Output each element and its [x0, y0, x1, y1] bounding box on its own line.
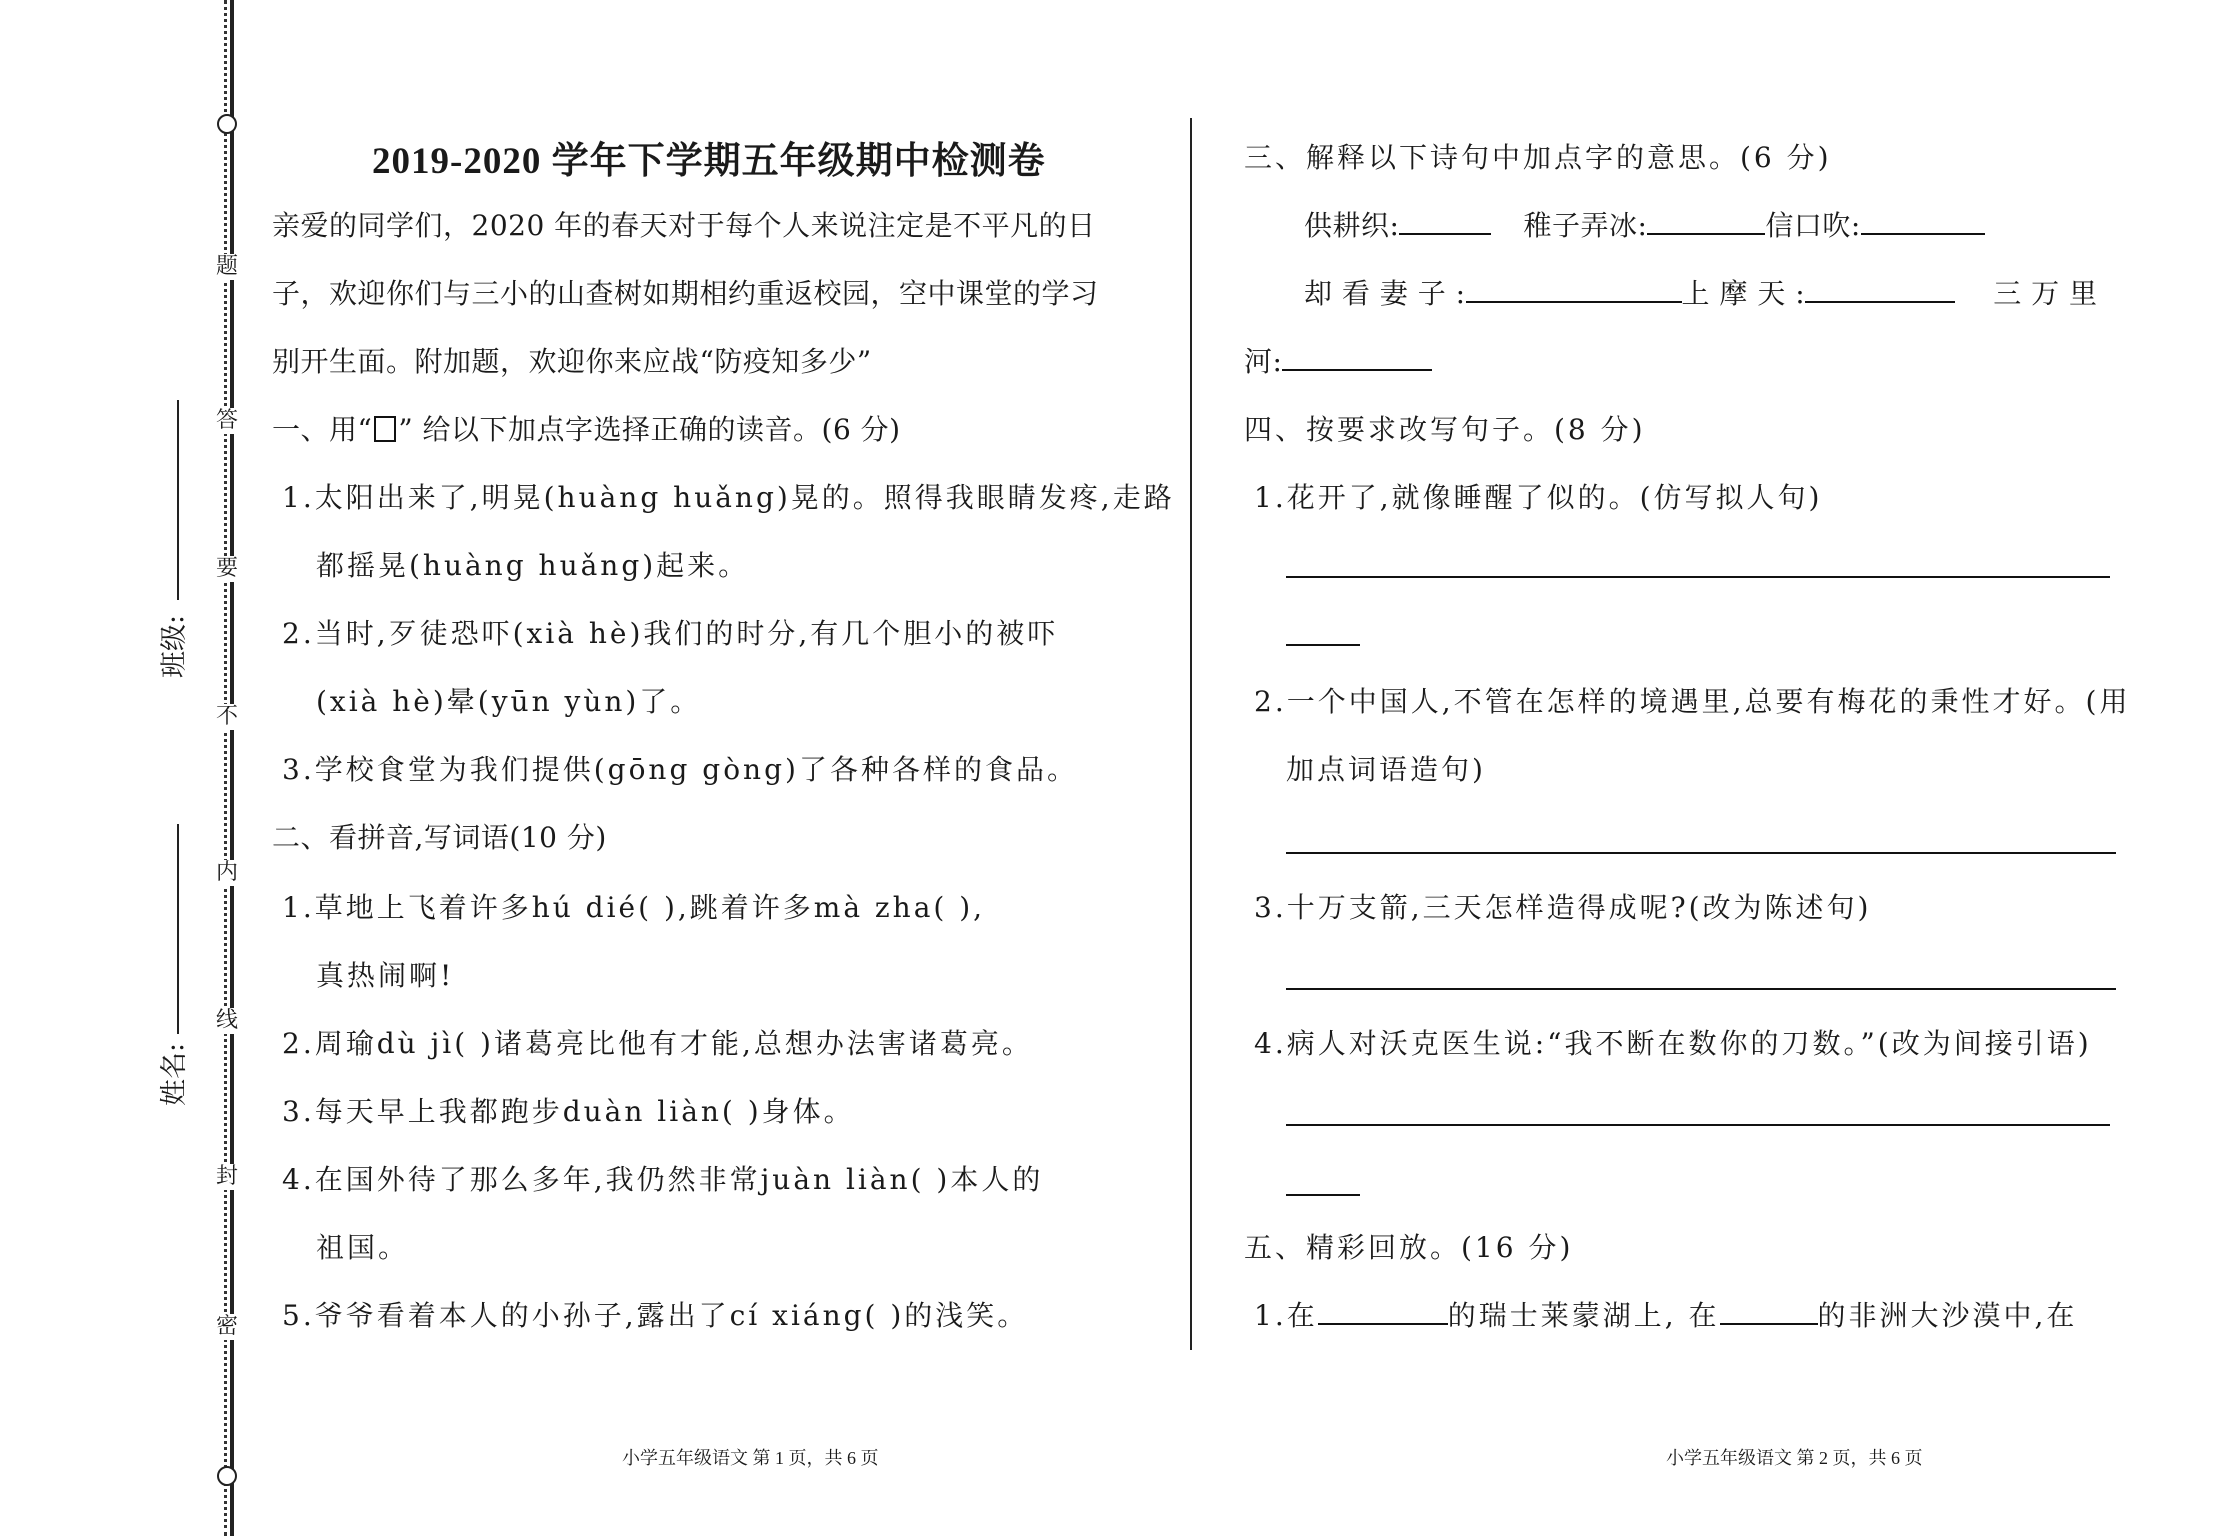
q2-1-line-a: 1.草地上飞着许多hú dié( ),跳着许多mà zha( ),	[282, 891, 986, 924]
term-que-kan-qi-zi: 却 看 妻 子 :	[1304, 277, 1466, 310]
seal-char-feng: 封	[215, 1164, 238, 1189]
blank-san-wan-li-he	[1282, 341, 1432, 371]
q4-1: 1.花开了,就像睡醒了似的。(仿写拟人句)	[1254, 481, 1823, 514]
blank-zhi-zi-nong-bing	[1647, 205, 1765, 235]
binding-ring-top	[217, 114, 237, 134]
answer-line-q4-1b	[1286, 644, 1360, 646]
q2-2: 2.周瑜dù jì( )诸葛亮比他有才能,总想办法害诸葛亮。	[282, 1027, 1033, 1060]
q5-1-part-b: 的瑞士莱蒙湖上, 在	[1447, 1299, 1720, 1332]
section-2-heading: 二、看拼音,写词语(10 分)	[272, 821, 607, 854]
q1-1-line-a: 1.太阳出来了,明晃(huàng huǎng)晃的。照得我眼睛发疼,走路	[282, 481, 1175, 514]
answer-box-symbol	[374, 416, 396, 442]
term-zhi-zi-nong-bing: 稚子弄冰:	[1523, 209, 1648, 242]
class-underline	[177, 400, 179, 600]
blank-shang-mo-tian	[1805, 273, 1955, 303]
answer-line-q4-2	[1286, 852, 2116, 854]
sec3-line-1	[1304, 204, 1985, 244]
class-label: 班级:	[159, 614, 190, 678]
intro-line-3: 别开生面。附加题，欢迎你来应战“防疫知多少”	[272, 345, 872, 378]
term-he: 河:	[1244, 345, 1283, 378]
blank-que-kan-qi-zi	[1466, 273, 1682, 303]
q1-3: 3.学校食堂为我们提供(gōng gòng)了各种各样的食品。	[282, 753, 1078, 786]
column-divider	[1190, 118, 1192, 1350]
exam-title: 2019-2020 学年下学期五年级期中检测卷	[372, 141, 1046, 182]
q5-1-part-a: 1.在	[1254, 1299, 1318, 1332]
blank-gong-geng-zhi	[1399, 205, 1491, 235]
blank-q5-1a	[1318, 1295, 1448, 1325]
name-label: 姓名:	[159, 1042, 190, 1106]
term-xin-kou-chui: 信口吹:	[1765, 209, 1861, 242]
q2-5: 5.爷爷看着本人的小孙子,露出了cí xiáng( )的浅笑。	[282, 1299, 1029, 1332]
sec3-line-2	[1304, 272, 2098, 312]
q5-1	[1254, 1294, 2077, 1334]
seal-char-nei: 内	[215, 860, 238, 885]
q2-4-line-b: 祖国。	[316, 1231, 410, 1264]
intro-line-2: 子，欢迎你们与三小的山查树如期相约重返校园，空中课堂的学习	[272, 277, 1099, 310]
seal-char-bu: 不	[215, 704, 238, 729]
answer-line-q4-1a	[1286, 576, 2110, 578]
blank-xin-kou-chui	[1861, 205, 1985, 235]
section-1-suffix: ” 给以下加点字选择正确的读音。(6 分)	[398, 413, 901, 446]
binding-ring-bottom	[217, 1466, 237, 1486]
binding-solid-line	[230, 0, 234, 1536]
section-5-heading: 五、精彩回放。(16 分)	[1244, 1231, 1574, 1264]
answer-line-q4-3	[1286, 988, 2116, 990]
seal-char-yao: 要	[215, 556, 238, 581]
binding-dotted-line	[224, 0, 227, 1536]
term-san-wan-li: 三 万 里	[1993, 277, 2098, 310]
q2-3: 3.每天早上我都跑步duàn liàn( )身体。	[282, 1095, 855, 1128]
q1-2-line-a: 2.当时,歹徒恐吓(xià hè)我们的时分,有几个胆小的被吓	[282, 617, 1059, 650]
footer-page-2: 小学五年级语文 第 2 页，共 6 页	[1666, 1448, 1923, 1468]
seal-char-da: 答	[215, 408, 238, 433]
section-3-heading: 三、解释以下诗句中加点字的意思。(6 分)	[1244, 141, 1832, 174]
intro-line-1: 亲爱的同学们，2020 年的春天对于每个人来说注定是不平凡的日	[272, 209, 1096, 242]
section-1-heading	[272, 408, 901, 448]
q4-4: 4.病人对沃克医生说:“我不断在数你的刀数。”(改为间接引语)	[1254, 1027, 2092, 1060]
term-gong-geng-zhi: 供耕织:	[1304, 209, 1400, 242]
term-shang-mo-tian: 上 摩 天 :	[1681, 277, 1806, 310]
q4-2-line-b: 加点词语造句)	[1286, 753, 1486, 786]
blank-q5-1b	[1720, 1295, 1818, 1325]
q4-2-line-a: 2.一个中国人,不管在怎样的境遇里,总要有梅花的秉性才好。(用	[1254, 685, 2131, 718]
seal-char-ti: 题	[215, 254, 238, 279]
section-4-heading: 四、按要求改写句子。(8 分)	[1244, 413, 1646, 446]
answer-line-q4-4b	[1286, 1194, 1360, 1196]
sec3-line-3	[1244, 340, 1432, 380]
answer-line-q4-4a	[1286, 1124, 2110, 1126]
q2-1-line-b: 真热闹啊!	[316, 959, 455, 992]
q5-1-part-c: 的非洲大沙漠中,在	[1817, 1299, 2078, 1332]
footer-page-1: 小学五年级语文 第 1 页，共 6 页	[622, 1448, 879, 1468]
q2-4-line-a: 4.在国外待了那么多年,我仍然非常juàn liàn( )本人的	[282, 1163, 1044, 1196]
q4-3: 3.十万支箭,三天怎样造得成呢?(改为陈述句)	[1254, 891, 1872, 924]
section-1-prefix: 一、用“	[272, 413, 373, 446]
seal-char-xian: 线	[215, 1008, 238, 1033]
q1-2-line-b: (xià hè)晕(yūn yùn)了。	[316, 685, 702, 718]
seal-char-mi: 密	[215, 1314, 238, 1339]
name-underline	[177, 824, 179, 1034]
q1-1-line-b: 都摇晃(huàng huǎng)起来。	[316, 549, 750, 582]
